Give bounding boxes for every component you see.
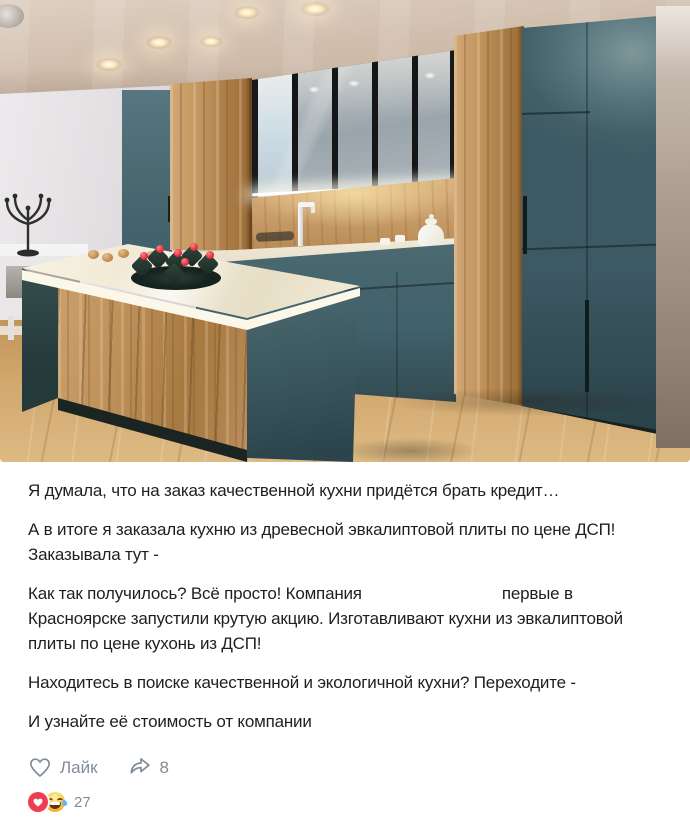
share-arrow-icon — [128, 756, 152, 780]
share-count: 8 — [159, 758, 170, 777]
redacted-company-name — [362, 598, 502, 599]
cabinet-seam — [522, 111, 590, 115]
console-leg — [8, 316, 14, 340]
pillar-shadow-edge — [245, 78, 252, 250]
post-paragraph-5: И узнайте её стоимость от компании — [28, 712, 312, 731]
cabinet-seam — [396, 272, 398, 400]
post-paragraph-1: Я думала, что на заказ качественной кухни придётся брать кредит… — [28, 481, 560, 500]
light-reflection — [424, 72, 436, 79]
faucet-body — [298, 204, 303, 246]
red-berry — [140, 252, 148, 260]
floor-shadow — [340, 438, 480, 462]
red-berry — [181, 258, 189, 266]
heart-outline-icon — [28, 756, 52, 780]
tall-cabinet-side-panel — [122, 90, 172, 252]
faucet-tip — [311, 206, 315, 213]
cabinet-handle — [585, 300, 589, 392]
laughing-with-tears-reaction-icon — [45, 792, 65, 812]
faucet — [292, 200, 322, 252]
like-button[interactable] — [28, 756, 98, 780]
light-reflection — [308, 86, 320, 93]
onion-decor — [102, 253, 113, 262]
cup-decor — [380, 238, 390, 245]
actions-row — [0, 748, 690, 780]
red-berry — [206, 251, 214, 259]
post-text — [0, 462, 690, 734]
red-heart-reaction-icon — [28, 792, 48, 812]
post-paragraph-3-start: Как так получилось? Всё просто! Компания — [28, 584, 362, 603]
red-berry — [156, 245, 164, 253]
cup-decor — [395, 235, 405, 242]
red-berry — [190, 243, 198, 251]
white-heart-glyph — [33, 798, 43, 807]
like-label: Лайк — [60, 758, 98, 777]
reactions-row[interactable] — [0, 780, 690, 826]
post-paragraph-3 — [28, 581, 662, 656]
cabinet-handle — [523, 196, 527, 254]
onion-decor — [88, 250, 99, 259]
teapot-knob — [429, 214, 434, 219]
floor-shadow — [390, 388, 670, 416]
reactions-count: 27 — [74, 793, 91, 811]
cabinet-seam — [522, 244, 658, 251]
red-berry — [174, 249, 182, 257]
emoji-tear — [61, 799, 68, 806]
share-button[interactable] — [128, 756, 169, 780]
post-paragraph-2: А в итоге я заказала кухню из древесной эвкалиптовой плиты по цене ДСП! Заказывала тут - — [28, 520, 616, 564]
decor-bowl — [126, 240, 226, 298]
tall-teal-cabinets — [522, 14, 658, 438]
emoji-teeth — [50, 802, 60, 805]
post-paragraph-3-end: первые в Красноярске запустили крутую акцию. Изготавливают кухни из эвкалиптовой плиты по цене кухонь из ДСП! — [28, 584, 623, 653]
wood-pillar-left — [170, 78, 252, 250]
right-wall — [656, 6, 690, 448]
teapot-lid — [425, 218, 437, 225]
candelabra-decor — [0, 180, 56, 258]
wood-pillar-right — [454, 26, 524, 406]
post-paragraph-4: Находитесь в поиске качественной и экологичной кухни? Переходите - — [28, 673, 576, 692]
light-reflection — [348, 80, 360, 87]
